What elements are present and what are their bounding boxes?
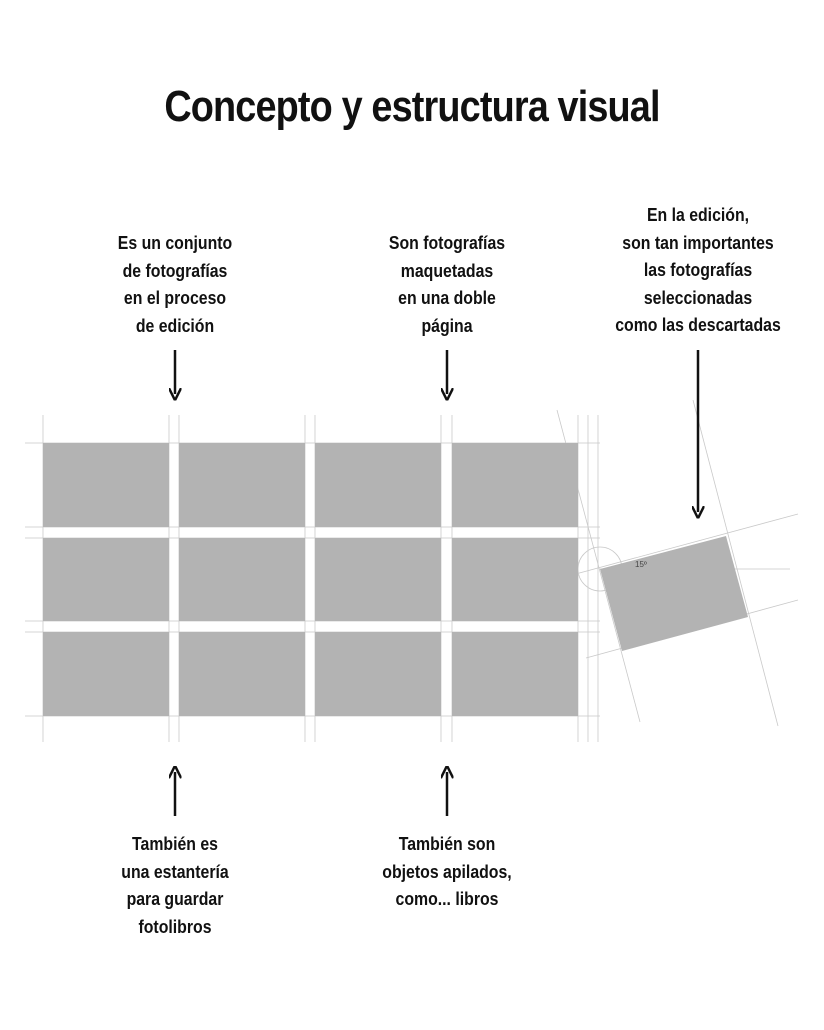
- photo-r1-c2: [179, 443, 305, 527]
- photo-r3-c2: [179, 632, 305, 716]
- photo-r2-c1: [43, 538, 169, 621]
- angle-label: 15º: [635, 560, 647, 569]
- photo-r2-c3: [315, 538, 441, 621]
- photo-r2-c2: [179, 538, 305, 621]
- photo-r1-c4: [452, 443, 578, 527]
- caption-photo-set: Es un conjunto de fotografías en el proceso de edición: [117, 233, 233, 336]
- photo-r1-c1: [43, 443, 169, 527]
- photo-r3-c3: [315, 632, 441, 716]
- tilted-photo: [600, 536, 748, 651]
- page-title: Concepto y estructura visual: [164, 82, 660, 131]
- caption-double-page: Son fotografías maquetadas en una doble página: [388, 233, 506, 336]
- photo-grid: [43, 443, 578, 716]
- photo-r3-c1: [43, 632, 169, 716]
- photo-r1-c3: [315, 443, 441, 527]
- caption-edition: En la edición, son tan importantes las fotografías seleccionadas como las descartadas: [615, 205, 781, 335]
- photo-r2-c4: [452, 538, 578, 621]
- photo-r3-c4: [452, 632, 578, 716]
- caption-bookshelf: También es una estantería para guardar fotolibros: [121, 834, 229, 937]
- caption-stacked-objects: También son objetos apilados, como... libros: [382, 834, 512, 909]
